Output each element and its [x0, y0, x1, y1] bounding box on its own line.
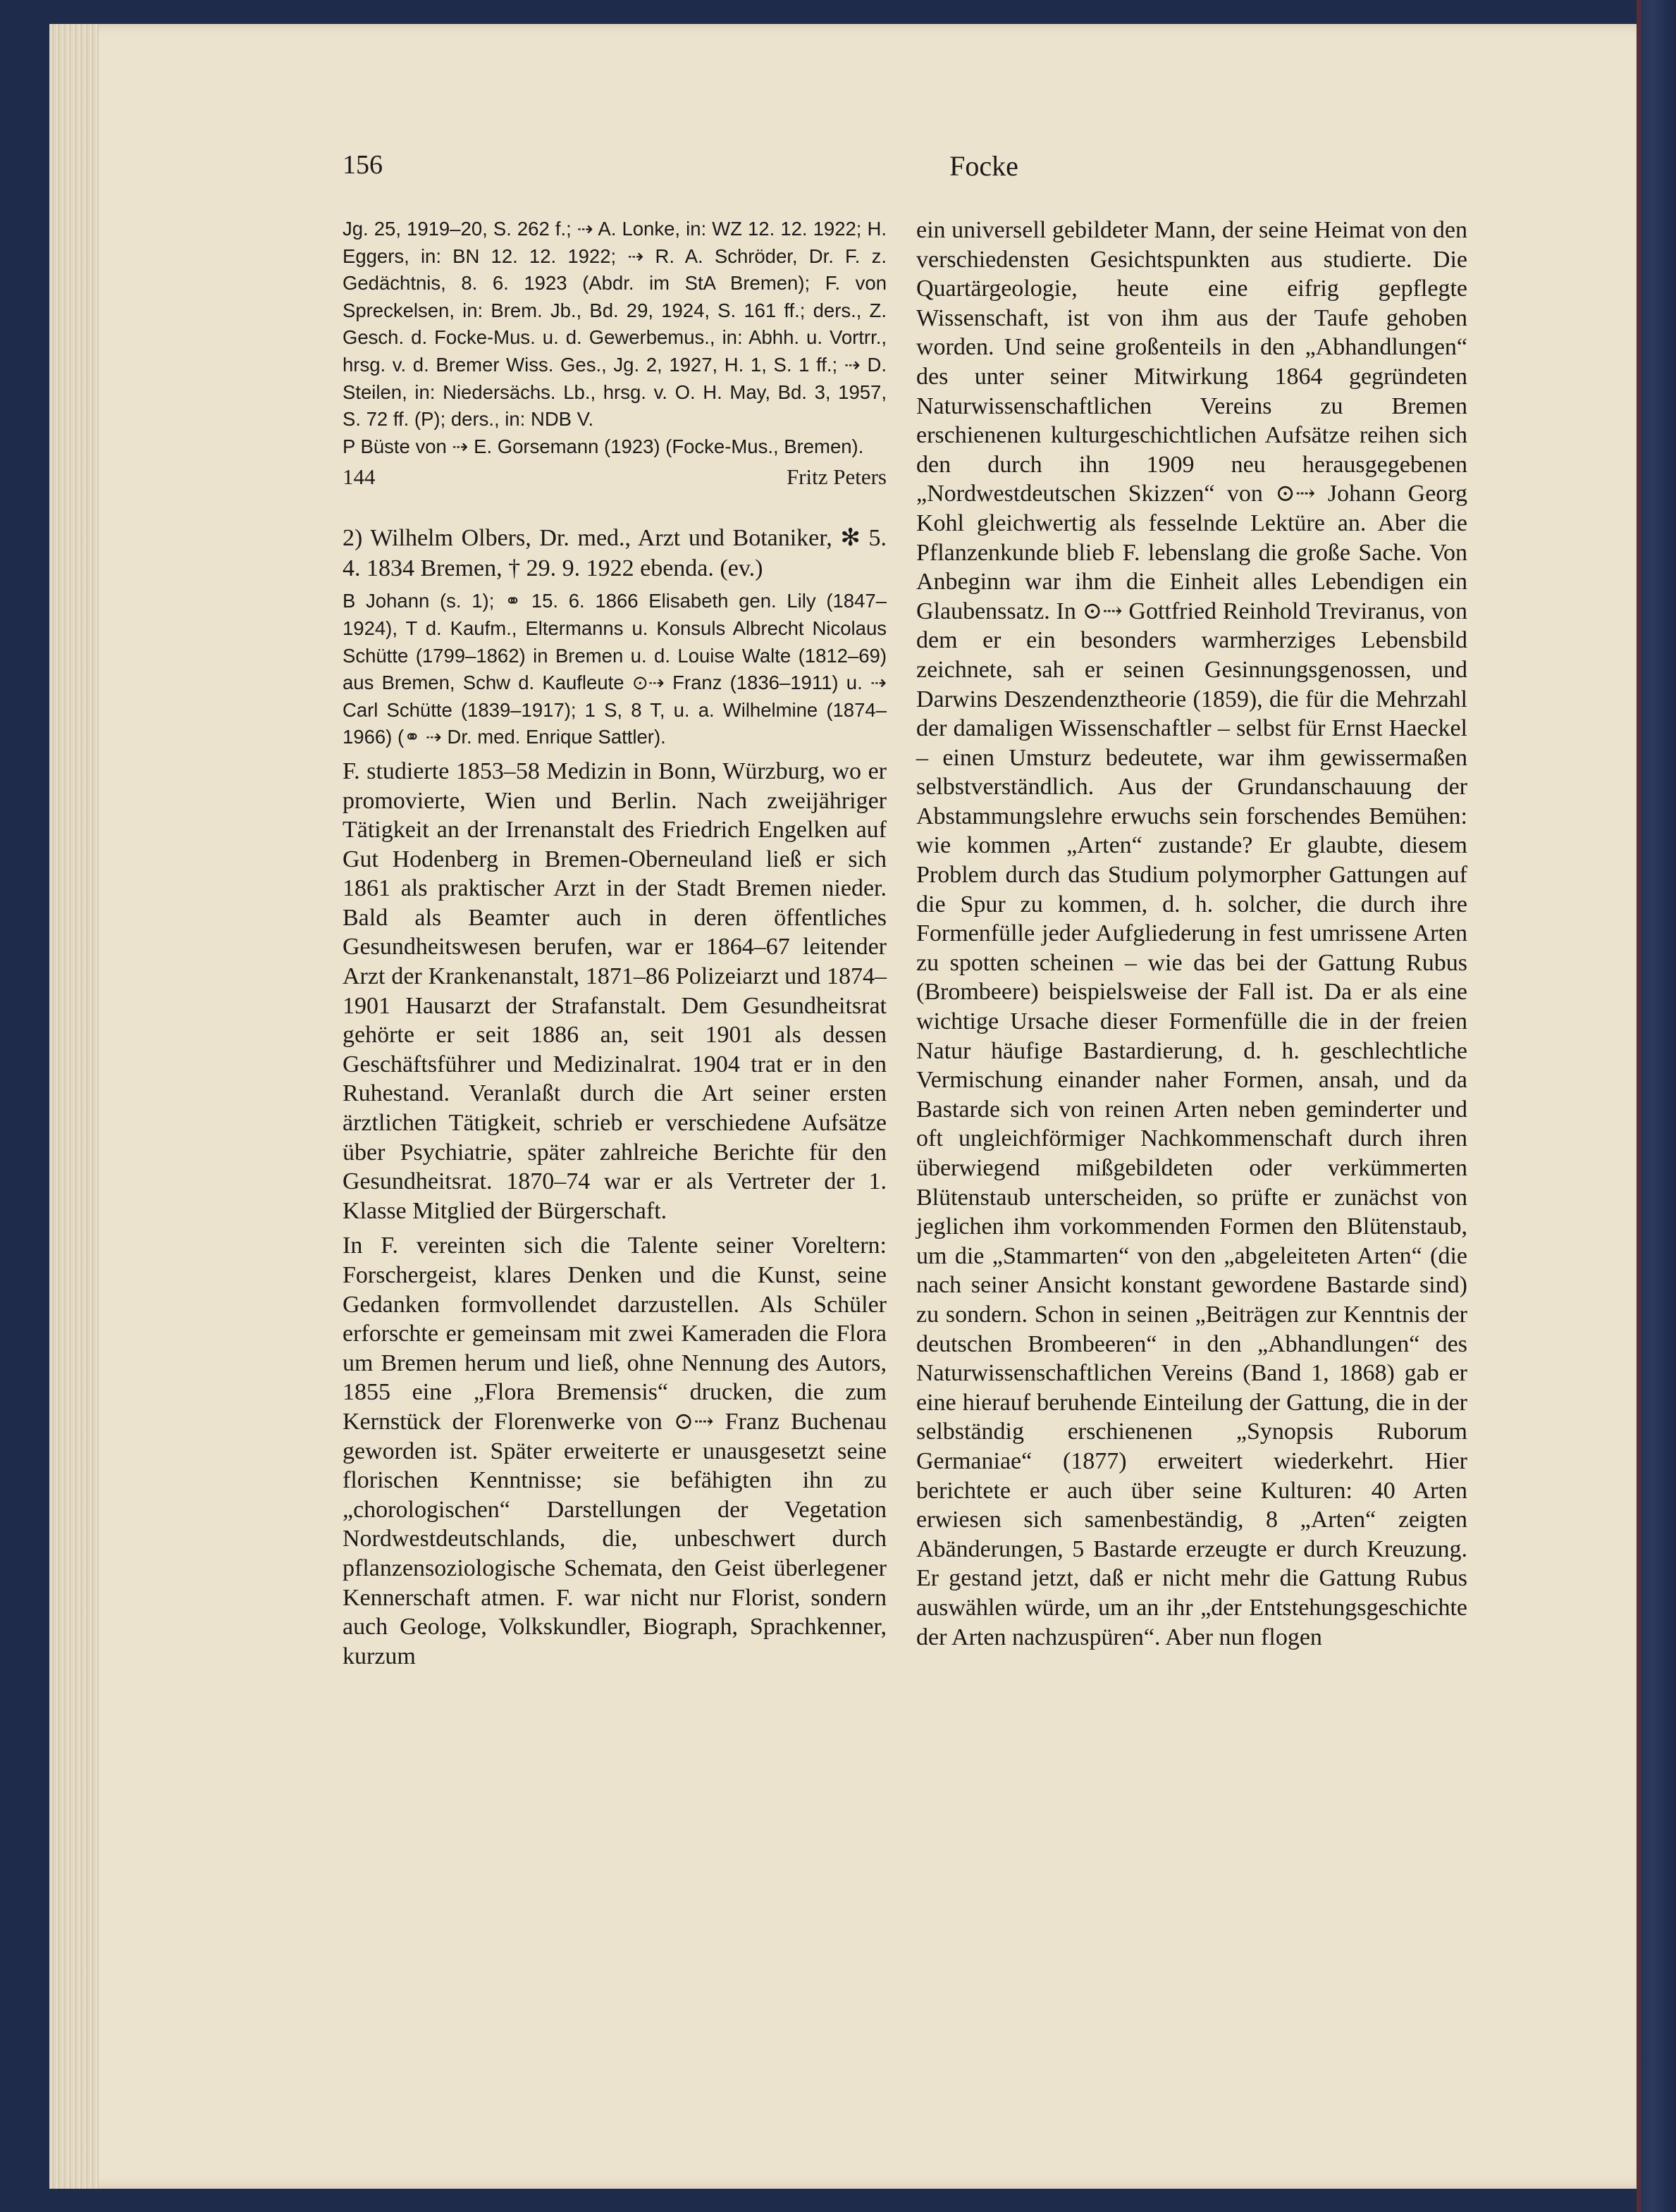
paragraph-talents: In F. vereinten sich die Talente seiner Voreltern: Forschergeist, klares Denken und die Kunst, seine Gedanken formvollendet darzustellen. Als Schüler erforschte er gemeinsam mit zwei Kameraden die Flora um Bremen herum und ließ, ohne Nennung des Autors, 1855 eine „Flora Bremensis“ drucken, die zum Kernstück der Florenwerke von ⊙⇢ Franz Buchenau geworden ist. Später erweiterte er unausgesetzt seine florischen Kenntnisse; sie befähigten ihn zu „chorologischen“ Darstellungen der Vegetation Nordwestdeutschlands, die, unbeschwert durch pflanzensoziologische Schemata, den Geist überlegener Kennerschaft atmen. F. war nicht nur Florist, sondern auch Geologe, Volkskundler, Biograph, Sprachkenner, kurzum — [343, 1232, 887, 1669]
right-column — [916, 216, 1467, 1652]
running-head: Focke — [949, 150, 1018, 182]
left-column — [343, 216, 887, 1671]
page-number: 156 — [343, 150, 383, 180]
references: Jg. 25, 1919–20, S. 262 f.; ⇢ A. Lonke, in: WZ 12. 12. 1922; H. Eggers, in: BN 12. 12. 1922; ⇢ R. A. Schröder, Dr. F. z. Gedächtnis, 8. 6. 1923 (Abdr. im StA Bremen); F. von Spreckelsen, in: Brem. Jb., Bd. 29, 1924, S. 161 ff.; ders., Z. Gesch. d. Focke-Mus. u. d. Gewerbemus., in: Abhh. u. Vortrr., hrsg. v. d. Bremer Wiss. Ges., Jg. 2, 1927, H. 1, S. 1 ff.; ⇢ D. Steilen, in: Niedersächs. Lb., hrsg. v. O. H. May, Bd. 3, 1957, S. 72 ff. (P); ders., in: NDB V. — [343, 218, 887, 431]
spine-strip — [1637, 0, 1641, 2212]
article-number: 144 — [343, 464, 376, 490]
article-signature — [343, 463, 887, 491]
paragraph-career: F. studierte 1853–58 Medizin in Bonn, Würzburg, wo er promovierte, Wien und Berlin. Nach zweijähriger Tätigkeit an der Irrenanstalt des Friedrich Engelken auf Gut Hodenberg in Bremen-Oberneuland ließ er sich 1861 als praktischer Arzt in der Stadt Bremen nieder. Bald als Beamter auch in deren öffentliches Gesundheitswesen berufen, war er 1864–67 leitender Arzt der Krankenanstalt, 1871–86 Polizeiarzt und 1874–1901 Hausarzt der Strafanstalt. Dem Gesundheitsrat gehörte er seit 1886 an, seit 1901 als dessen Geschäftsführer und Medizinalrat. 1904 trat er in den Ruhestand. Veranlaßt durch die Art seiner ersten ärztlichen Tätigkeit, schrieb er verschiedene Aufsätze über Psychiatrie, später zahlreiche Berichte für den Gesundheitsrat. 1870–74 war er als Vertreter der 1. Klasse Mitglied der Bürgerschaft. — [343, 758, 887, 1224]
article-author: Fritz Peters — [786, 464, 887, 490]
page-header — [343, 149, 1596, 192]
family-info: B Johann (s. 1); ⚭ 15. 6. 1866 Elisabeth gen. Lily (1847–1924), T d. Kaufm., Eltermanns u. Konsuls Albrecht Nicolaus Schütte (1799–1862) in Bremen u. d. Louise Walte (1812–69) aus Bremen, Schw d. Kaufleute ⊙⇢ Franz (1836–1911) u. ⇢ Carl Schütte (1839–1917); 1 S, 8 T, u. a. Wilhelmine (1874–1966) (⚭ ⇢ Dr. med. Enrique Sattler). — [343, 590, 887, 748]
page-edges — [49, 24, 99, 2189]
entry-title: 2) Wilhelm Olbers, Dr. med., Arzt und Botaniker, ✻ 5. 4. 1834 Bremen, † 29. 9. 1922 ebenda. (ev.) — [343, 525, 887, 581]
paragraph-botany: ein universell gebildeter Mann, der seine Heimat von den verschiedensten Gesichtspunkten aus studierte. Die Quartärgeologie, heute eine eifrig gepflegte Wissenschaft, ist von ihm aus der Taufe gehoben worden. Und seine großenteils in den „Abhandlungen“ des unter seiner Mitwirkung 1864 gegründeten Naturwissenschaftlichen Vereins zu Bremen erschienenen kulturgeschichtlichen Aufsätze reihen sich den durch ihn 1909 neu herausgegebenen „Nordwestdeutschen Skizzen“ von ⊙⇢ Johann Georg Kohl gleichwertig als fesselnde Lektüre an. Aber die Pflanzenkunde blieb F. lebenslang die große Sache. Von Anbeginn war ihm die Einheit alles Lebendigen ein Glaubenssatz. In ⊙⇢ Gottfried Reinhold Treviranus, von dem er ein besonders warmherziges Lebensbild zeichnete, sah er seinen Gesinnungsgenossen, und Darwins Deszendenztheorie (1859), die für die Mehrzahl der damaligen Wissenschaftler – selbst für Ernst Haeckel – einen Umsturz bedeutete, war ihm gewissermaßen selbstverständlich. Aus der Grundanschauung der Abstammungslehre erwuchs sein forschendes Bemühen: wie kommen „Arten“ zustande? Er glaubte, diesem Problem durch das Studium polymorpher Gattungen auf die Spur zu kommen, d. h. solcher, die durch ihre Formenfülle jeder Aufgliederung in fest umrissene Arten zu spotten scheinen – wie das bei der Gattung Rubus (Brombeere) beispielsweise der Fall ist. Da er als eine wichtige Ursache dieser Formenfülle die in der freien Natur häufige Bastardierung, d. h. geschlechtliche Vermischung einander naher Formen, ansah, und da Bastarde sich von reinen Arten neben geminderter und oft ungleichförmiger Nachkommenschaft durch ihren überwiegend mißgebildeten oder verkümmerten Blütenstaub unterscheiden, so prüfte er zunächst von jeglichen ihm vorkommenden Formen den Blütenstaub, um die „Stammarten“ von den „abgeleiteten Arten“ (die nach seiner Ansicht konstant gewordene Bastarde sind) zu sondern. Schon in seinen „Beiträgen zur Kenntnis der deutschen Brombeeren“ in den „Abhandlungen“ des Naturwissenschaftlichen Vereins (Band 1, 1868) gab er eine hierauf beruhende Einteilung der Gattung, die in der selbständig erschienenen „Synopsis Ruborum Germaniae“ (1877) erweitert wiederkehrt. Hier berichtete er auch über seine Kulturen: 40 Arten erwiesen sich samenbeständig, 8 „Arten“ zeigten Abänderungen, 5 Bastarde erzeugte er durch Kreuzung. Er gestand jetzt, daß er nicht mehr die Gattung Rubus auswählen würde, um an ihr „der Entstehungsgeschichte der Arten nachzuspüren“. Aber nun flogen — [916, 217, 1467, 1650]
book-cover-edge — [1637, 0, 1676, 2212]
portrait-note: P Büste von ⇢ E. Gorsemann (1923) (Focke-Mus., Bremen). — [343, 435, 864, 457]
